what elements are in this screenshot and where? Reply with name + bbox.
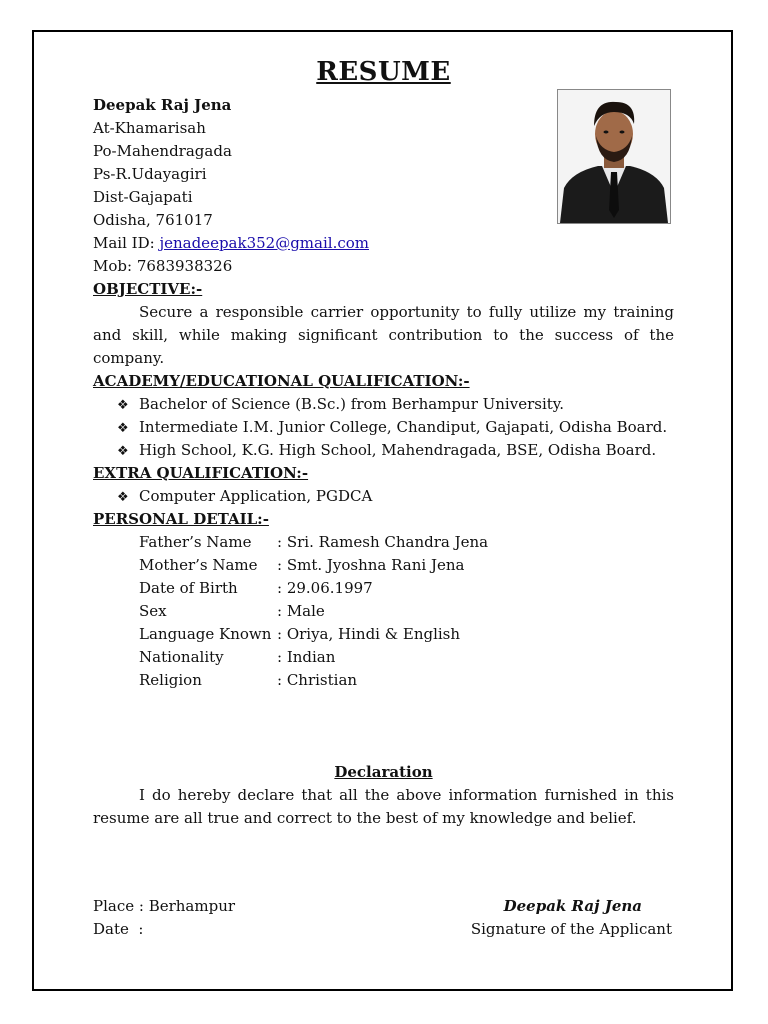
diamond-bullet-icon: ❖	[117, 444, 129, 459]
objective-text: Secure a responsible carrier opportunity to fully utilize my training and skill, while making significant contribution to the success of the company.	[93, 303, 674, 367]
detail-key: Nationality	[139, 648, 224, 666]
objective-heading: OBJECTIVE:-	[93, 280, 203, 298]
table-row	[139, 554, 488, 577]
detail-value: : Christian	[277, 671, 358, 689]
detail-value: : Male	[277, 602, 325, 620]
address-line: Po-Mahendragada	[93, 142, 232, 160]
extra-qualification-item: ❖ Computer Application, PGDCA	[93, 485, 674, 508]
personal-detail-table	[139, 531, 488, 692]
table-row	[139, 531, 488, 554]
footer	[93, 895, 674, 941]
mail-line	[93, 232, 674, 255]
personal-detail-heading: PERSONAL DETAIL:-	[93, 510, 269, 528]
diamond-bullet-icon: ❖	[117, 398, 129, 413]
declaration-text: I do hereby declare that all the above information furnished in this resume are all true and correct to the best of my knowledge and belief.	[93, 786, 674, 827]
address-line: Odisha, 761017	[93, 211, 213, 229]
detail-key: Mother’s Name	[139, 556, 258, 574]
applicant-name: Deepak Raj Jena	[93, 96, 232, 114]
date-text: Date :	[93, 920, 144, 938]
diamond-bullet-icon: ❖	[117, 421, 129, 436]
declaration-heading: Declaration	[334, 763, 433, 781]
resume-body	[93, 54, 674, 830]
table-row	[139, 623, 488, 646]
email-link[interactable]: jenadeepak352@gmail.com	[159, 234, 369, 252]
detail-value: : Smt. Jyoshna Rani Jena	[277, 556, 465, 574]
detail-value: : Indian	[277, 648, 336, 666]
mobile-line: Mob: 7683938326	[93, 257, 233, 275]
diamond-bullet-icon: ❖	[117, 490, 129, 505]
page-title: RESUME	[316, 57, 451, 87]
detail-key: Language Known	[139, 625, 272, 643]
table-row	[139, 577, 488, 600]
detail-value: : Oriya, Hindi & English	[277, 625, 461, 643]
education-item: ❖ Intermediate I.M. Junior College, Chandiput, Gajapati, Odisha Board.	[93, 416, 674, 439]
extra-qualification-heading: EXTRA QUALIFICATION:-	[93, 464, 309, 482]
footer-row	[93, 918, 674, 941]
address-line: Ps-R.Udayagiri	[93, 165, 207, 183]
detail-value: : 29.06.1997	[277, 579, 373, 597]
detail-value: : Sri. Ramesh Chandra Jena	[277, 533, 489, 551]
education-item: ❖ High School, K.G. High School, Mahendragada, BSE, Odisha Board.	[93, 439, 674, 462]
table-row	[139, 600, 488, 623]
detail-key: Religion	[139, 671, 202, 689]
education-heading: ACADEMY/EDUCATIONAL QUALIFICATION:-	[93, 372, 470, 390]
table-row	[139, 669, 488, 692]
detail-key: Sex	[139, 602, 167, 620]
education-item: ❖ Bachelor of Science (B.Sc.) from Berhampur University.	[93, 393, 674, 416]
signature-label: Signature of the Applicant	[470, 920, 672, 938]
table-row	[139, 646, 488, 669]
detail-key: Father’s Name	[139, 533, 252, 551]
signature-name: Deepak Raj Jena	[503, 897, 642, 915]
footer-row	[93, 895, 674, 918]
address-line: At-Khamarisah	[93, 119, 206, 137]
mail-label: Mail ID:	[93, 234, 160, 252]
detail-key: Date of Birth	[139, 579, 238, 597]
address-line: Dist-Gajapati	[93, 188, 193, 206]
place-text: Place : Berhampur	[93, 897, 236, 915]
